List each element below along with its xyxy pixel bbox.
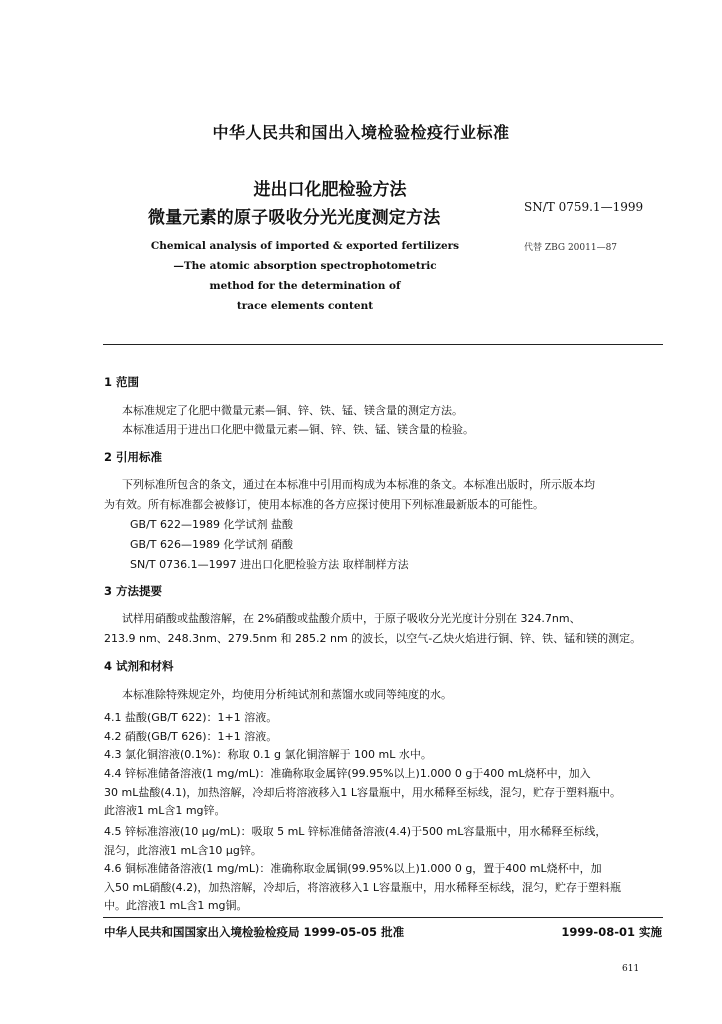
title-line-2: 微量元素的原子吸收分光光度测定方法 — [148, 208, 441, 228]
clause-line: 4.5 锌标准溶液(10 μg/mL)：吸取 5 mL 锌标准储备溶液(4.4)于500 mL容量瓶中，用水稀释至标线， — [104, 825, 607, 838]
clause-line: 30 mL盐酸(4.1)，加热溶解，冷却后将溶液移入1 L容量瓶中，用水稀释至标线，混匀，贮存于塑料瓶中。 — [104, 786, 622, 799]
clause-line: 4.1 盐酸(GB/T 622)：1+1 溶液。 — [104, 711, 278, 724]
footer-rule — [103, 917, 663, 918]
paragraph-line: 本标准规定了化肥中微量元素—铜、锌、铁、锰、镁含量的测定方法。 — [122, 404, 463, 417]
effective-date: 1999-08-01 实施 — [561, 925, 662, 939]
section-heading-scope: 1 范围 — [104, 375, 140, 389]
approval-line: 中华人民共和国国家出入境检验检疫局 1999-05-05 批准 — [104, 925, 405, 939]
english-title-line: method for the determination of — [209, 280, 401, 292]
clause-line: 4.3 氯化铜溶液(0.1%)：称取 0.1 g 氯化铜溶解于 100 mL 水中。 — [104, 748, 432, 761]
reference-item: GB/T 622—1989 化学试剂 盐酸 — [130, 518, 293, 531]
page-number: 611 — [622, 964, 640, 974]
clause-line: 4.6 铜标准储备溶液(1 mg/mL)：准确称取金属铜(99.95%以上)1.000 0 g，置于400 mL烧杯中，加 — [104, 862, 602, 875]
clause-line: 入50 mL硝酸(4.2)，加热溶解，冷却后，将溶液移入1 L容量瓶中，用水稀释至标线，混匀，贮存于塑料瓶 — [104, 881, 622, 894]
section-heading-reagents: 4 试剂和材料 — [104, 659, 174, 673]
paragraph-line: 本标准适用于进出口化肥中微量元素—铜、锌、铁、锰、镁含量的检验。 — [122, 423, 474, 436]
paragraph-line: 试样用硝酸或盐酸溶解，在 2%硝酸或盐酸介质中，于原子吸收分光光度计分别在 324.7nm、 — [122, 612, 581, 625]
english-title-line: trace elements content — [236, 300, 374, 312]
english-title-line: —The atomic absorption spectrophotometric — [173, 260, 437, 272]
issuing-authority: 中华人民共和国出入境检验检疫行业标准 — [212, 123, 510, 142]
section-heading-principle: 3 方法提要 — [104, 584, 163, 598]
reference-item: SN/T 0736.1—1997 进出口化肥检验方法 取样制样方法 — [130, 558, 409, 571]
paragraph-line: 213.9 nm、248.3nm、279.5nm 和 285.2 nm 的波长，以空气-乙炔火焰进行铜、锌、铁、锰和镁的测定。 — [104, 632, 642, 645]
replaces-standard: 代替 ZBG 20011—87 — [524, 243, 618, 253]
standard-number: SN/T 0759.1—1999 — [524, 200, 644, 214]
clause-line: 4.4 锌标准储备溶液(1 mg/mL)：准确称取金属锌(99.95%以上)1.000 0 g于400 mL烧杯中，加入 — [104, 767, 591, 780]
title-line-1: 进出口化肥检验方法 — [253, 180, 407, 200]
clause-line: 4.2 硝酸(GB/T 626)：1+1 溶液。 — [104, 730, 278, 743]
clause-line: 此溶液1 mL含1 mg锌。 — [104, 804, 226, 817]
header-rule — [103, 344, 663, 345]
reference-item: GB/T 626—1989 化学试剂 硝酸 — [130, 538, 293, 551]
english-title-line: Chemical analysis of imported & exported fertilizers — [150, 240, 460, 252]
paragraph-line: 下列标准所包含的条文，通过在本标准中引用而构成为本标准的条文。本标准出版时，所示版本均 — [122, 478, 595, 491]
section-heading-references: 2 引用标准 — [104, 450, 163, 464]
paragraph-line: 为有效。所有标准都会被修订，使用本标准的各方应探讨使用下列标准最新版本的可能性。 — [104, 498, 544, 511]
paragraph-line: 本标准除特殊规定外，均使用分析纯试剂和蒸馏水或同等纯度的水。 — [122, 688, 452, 701]
clause-line: 中。此溶液1 mL含1 mg铜。 — [104, 899, 248, 912]
clause-line: 混匀，此溶液1 mL含10 μg锌。 — [104, 844, 262, 857]
